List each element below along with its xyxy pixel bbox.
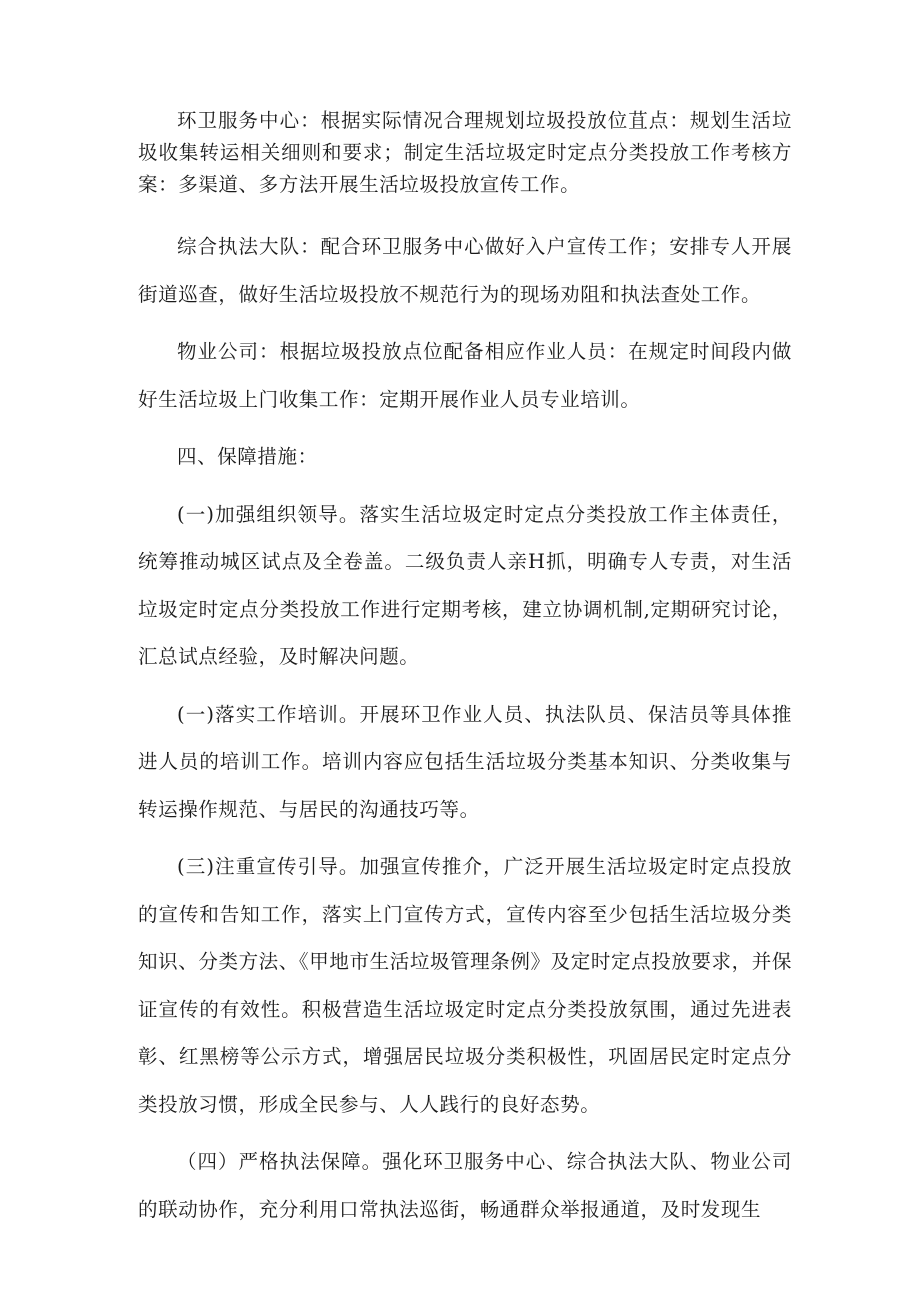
paragraph-law-enforcement-guarantee: （四）严格执法保障。强化环卫服务中心、综合执法大队、物业公司的联动协作，充分利用口常执法巡街，畅通群众举报通道，及时发现生: [138, 1150, 792, 1221]
paragraph-publicity-guidance: (三)注重宣传引导。加强宣传推介，广泛开展生活垃圾定时定点投放的宣传和告知工作，落实上门宣传方式，宣传内容至少包括生活垃圾分类知识、分类方法、《甲地市生活垃圾管理条例》及定时定点投放要求，并保证宣传的有效性。积极营造生活垃圾定时定点分类投放氛围，通过先进表彰、红黑榜等公示方式，增强居民垃圾分类积极性，巩固居民定时定点分类投放习惯，形成全民参与、人人践行的良好态势。: [138, 855, 792, 1116]
section-heading-safeguards: 四、保障措施：: [177, 445, 318, 468]
paragraph-law-enforcement-team: 综合执法大队：配合环卫服务中心做好入户宣传工作；安排专人开展街道巡查，做好生活垃圾投放不规范行为的现场劝阻和执法查处工作。: [138, 235, 792, 306]
paragraph-property-company: 物业公司：根据垃圾投放点位配备相应作业人员：在规定时间段内做好生活垃圾上门收集工作：定期开展作业人员专业培训。: [138, 340, 792, 411]
paragraph-sanitation-center: 环卫服务中心：根据实际情况合理规划垃圾投放位苴点：规划生活垃圾收集转运相关细则和要求；制定生活垃圾定时定点分类投放工作考核方案：多渠道、多方法开展生活垃圾投放宣传工作。: [138, 109, 792, 196]
paragraph-organization-leadership: (一)加强组织领导。落实生活垃圾定时定点分类投放工作主体责任，统筹推动城区试点及全卷盖。二级负责人亲H抓，明确专人专责，对生活垃圾定时定点分类投放工作进行定期考核，建立协调机制,定期研究讨论，汇总试点经验，及时解决问题。: [138, 502, 792, 668]
paragraph-work-training: (一)落实工作培训。开展环卫作业人员、执法队员、保洁员等具体推进人员的培训工作。培训内容应包括生活垃圾分类基本知识、分类收集与转运操作规范、与居民的沟通技巧等。: [138, 702, 792, 821]
